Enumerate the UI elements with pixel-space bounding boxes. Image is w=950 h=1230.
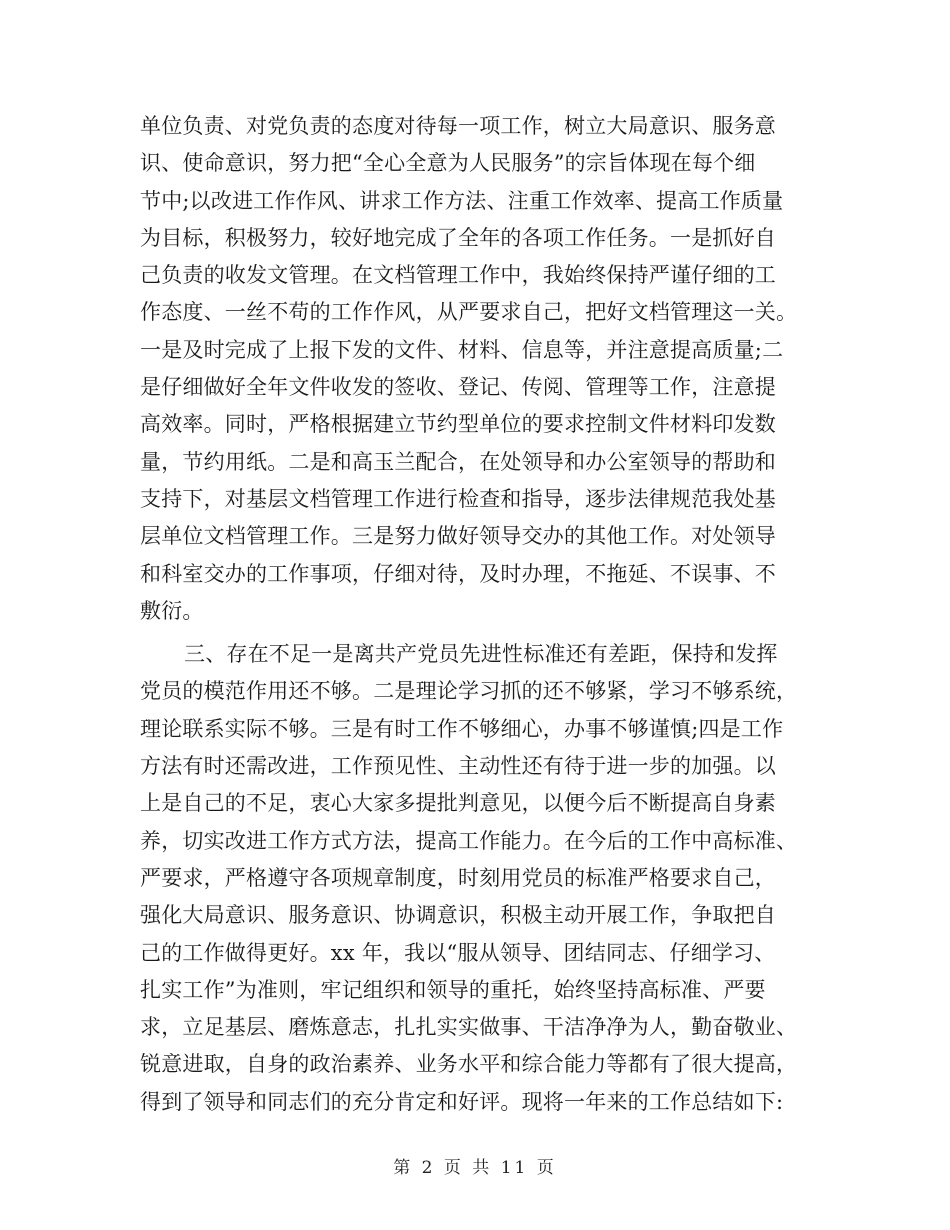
document-body [140, 108, 812, 1121]
text-line: 己的工作做得更好。xx 年，我以“服从领导、团结同志、仔细学习、 [140, 940, 776, 965]
text-line: 是仔细做好全年文件收发的签收、登记、传阅、管理等工作，注意提 [140, 375, 776, 400]
paragraph-2 [140, 636, 812, 1121]
text-line: 敷衍。 [140, 598, 204, 623]
text-line: 高效率。同时，严格根据建立节约型单位的要求控制文件材料印发数 [140, 412, 776, 437]
text-line: 量，节约用纸。二是和高玉兰配合，在处领导和办公室领导的帮助和 [140, 449, 776, 474]
text-line: 层单位文档管理工作。三是努力做好领导交办的其他工作。对处领导 [140, 524, 776, 549]
text-line: 支持下，对基层文档管理工作进行检查和指导，逐步法律规范我处基 [140, 486, 776, 511]
page-footer [0, 1153, 950, 1178]
text-line: 节中;以改进工作作风、讲求工作方法、注重工作效率、提高工作质量 [140, 188, 784, 213]
text-line: 理论联系实际不够。三是有时工作不够细心，办事不够谨慎;四是工作 [140, 716, 784, 741]
text-line: 强化大局意识、服务意识、协调意识，积极主动开展工作，争取把自 [140, 903, 776, 928]
text-line: 扎实工作”为准则，牢记组织和领导的重托，始终坚持高标准、严要 [140, 977, 766, 1002]
text-line: 得到了领导和同志们的充分肯定和好评。现将一年来的工作总结如下: [140, 1089, 784, 1114]
text-line: 单位负责、对党负责的态度对待每一项工作，树立大局意识、服务意 [140, 114, 776, 138]
text-line: 识、使命意识，努力把“全心全意为人民服务”的宗旨体现在每个细 [140, 151, 756, 176]
text-line: 求，立足基层、磨炼意志，扎扎实实做事、干洁净净为人，勤奋敬业、 [140, 1015, 798, 1040]
text-line-first: 三、存在不足一是离共产党员先进性标准还有差距，保持和发挥 [184, 642, 778, 667]
paragraph-1 [140, 108, 812, 630]
text-line: 养，切实改进工作方式方法，提高工作能力。在今后的工作中高标准、 [140, 828, 798, 853]
text-line: 为目标，积极努力，较好地完成了全年的各项工作任务。一是抓好自 [140, 225, 776, 250]
text-line: 和科室交办的工作事项，仔细对待，及时办理，不拖延、不误事、不 [140, 561, 776, 586]
text-line: 一是及时完成了上报下发的文件、材料、信息等，并注意提高质量;二 [140, 337, 784, 362]
text-line: 上是自己的不足，衷心大家多提批判意见，以便今后不断提高自身素 [140, 791, 776, 816]
text-line: 方法有时还需改进，工作预见性、主动性还有待于进一步的加强。以 [140, 754, 776, 779]
text-line: 党员的模范作用还不够。二是理论学习抓的还不够紧，学习不够系统， [140, 679, 798, 704]
page-number-label: 第 2 页 共 11 页 [393, 1158, 557, 1178]
text-line: 己负责的收发文管理。在文档管理工作中，我始终保持严谨仔细的工 [140, 263, 776, 288]
text-line: 作态度、一丝不苟的工作作风，从严要求自己，把好文档管理这一关。 [140, 300, 798, 325]
text-line: 锐意进取，自身的政治素养、业务水平和综合能力等都有了很大提高， [140, 1052, 798, 1077]
text-line: 严要求，严格遵守各项规章制度，时刻用党员的标准严格要求自己， [140, 865, 776, 890]
